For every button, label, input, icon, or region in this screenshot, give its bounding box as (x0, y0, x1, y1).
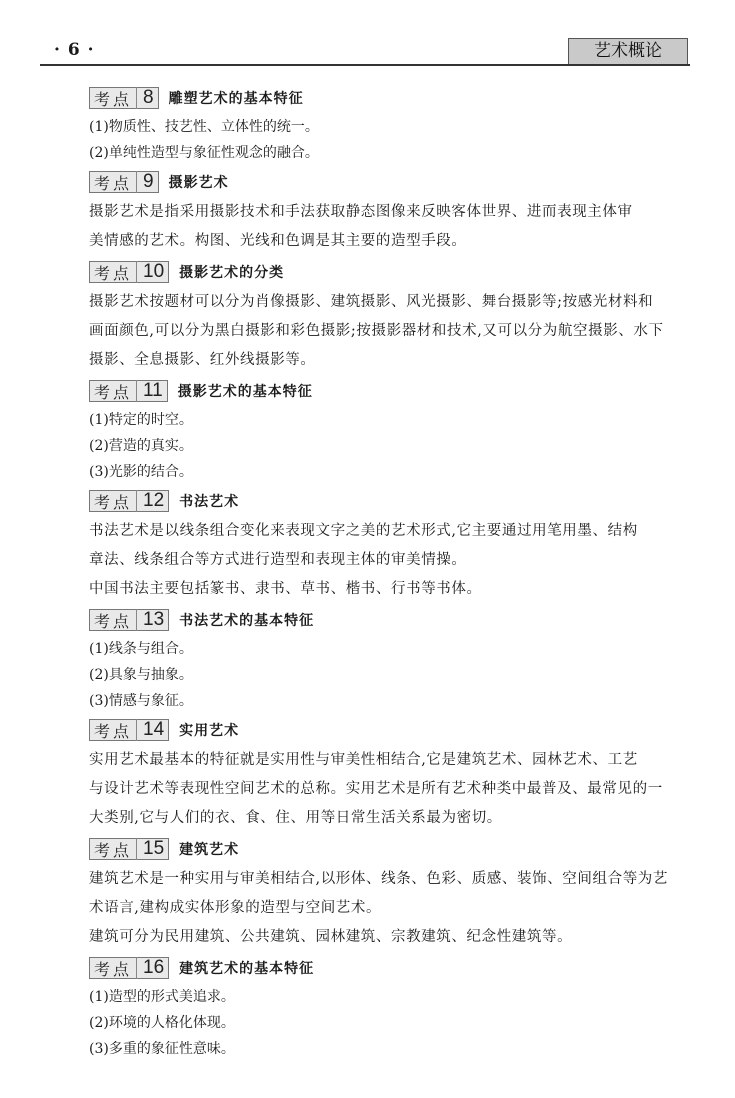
list-item: (2)单纯性造型与象征性观念的融合。 (89, 145, 319, 161)
kaodian-label: 考点 (94, 959, 133, 979)
kaodian-section (89, 956, 689, 1062)
section-heading (89, 379, 689, 403)
section-title: 摄影艺术 (168, 175, 229, 191)
book-title: 艺术概论 (594, 41, 662, 61)
section-title: 书法艺术的基本特征 (179, 613, 315, 629)
kaodian-number: 16 (136, 957, 164, 979)
kaodian-number: 14 (136, 719, 164, 741)
paragraph-line: 摄影艺术是指采用摄影技术和手法获取静态图像来反映客体世界、进而表现主体审 (89, 204, 633, 220)
section-title: 建筑艺术 (179, 842, 240, 858)
kaodian-number: 12 (136, 490, 164, 512)
kaodian-badge (89, 171, 159, 193)
section-title: 建筑艺术的基本特征 (179, 961, 315, 977)
kaodian-label: 考点 (94, 721, 133, 741)
section-heading (89, 718, 689, 742)
paragraph-line: 美情感的艺术。构图、光线和色调是其主要的造型手段。 (89, 233, 467, 249)
section-title: 雕塑艺术的基本特征 (168, 91, 304, 107)
list-item: (2)具象与抽象。 (89, 667, 193, 683)
paragraph-line: 建筑艺术是一种实用与审美相结合,以形体、线条、色彩、质感、装饰、空间组合等为艺 (89, 871, 669, 887)
section-title: 摄影艺术的基本特征 (177, 384, 313, 400)
paragraph (89, 288, 689, 375)
list-item: (1)特定的时空。 (89, 412, 193, 428)
kaodian-section (89, 718, 689, 833)
kaodian-number: 9 (136, 171, 154, 193)
list-item: (2)营造的真实。 (89, 438, 193, 454)
paragraph-line: 术语言,建构成实体形象的造型与空间艺术。 (89, 900, 382, 916)
kaodian-section (89, 608, 689, 714)
paragraph-line: 实用艺术最基本的特征就是实用性与审美性相结合,它是建筑艺术、园林艺术、工艺 (89, 752, 638, 768)
section-heading (89, 170, 689, 194)
list-item: (1)线条与组合。 (89, 641, 193, 657)
paragraph-line: 与设计艺术等表现性空间艺术的总称。实用艺术是所有艺术种类中最普及、最常见的一 (89, 781, 663, 797)
paragraph (89, 198, 689, 256)
paragraph-line: 章法、线条组合等方式进行造型和表现主体的审美情操。 (89, 552, 467, 568)
kaodian-section (89, 260, 689, 375)
kaodian-label: 考点 (94, 840, 133, 860)
kaodian-section (89, 837, 689, 952)
kaodian-number: 10 (136, 261, 164, 283)
section-heading (89, 86, 689, 110)
section-title: 书法艺术 (179, 494, 240, 510)
paragraph-line: 画面颜色,可以分为黑白摄影和彩色摄影;按摄影器材和技术,又可以分为航空摄影、水下 (89, 323, 664, 339)
list-item: (3)情感与象征。 (89, 693, 193, 709)
kaodian-number: 13 (136, 609, 164, 631)
kaodian-label: 考点 (94, 173, 133, 193)
paragraph (89, 517, 689, 575)
list-item: (1)物质性、技艺性、立体性的统一。 (89, 119, 319, 135)
paragraph-line: 书法艺术是以线条组合变化来表现文字之美的艺术形式,它主要通过用笔用墨、结构 (89, 523, 638, 539)
book-title-tab (568, 38, 688, 64)
kaodian-label: 考点 (94, 611, 133, 631)
kaodian-label: 考点 (94, 263, 133, 283)
kaodian-label: 考点 (94, 492, 133, 512)
kaodian-badge (89, 609, 169, 631)
paragraph (89, 865, 689, 923)
paragraph-line: 中国书法主要包括篆书、隶书、草书、楷书、行书等书体。 (89, 581, 482, 597)
paragraph-line: 摄影艺术按题材可以分为肖像摄影、建筑摄影、风光摄影、舞台摄影等;按感光材料和 (89, 294, 654, 310)
section-heading (89, 260, 689, 284)
page-number: · 6 · (54, 40, 95, 60)
kaodian-label: 考点 (94, 382, 133, 402)
section-title: 摄影艺术的分类 (179, 265, 285, 281)
page-content (89, 86, 689, 1066)
kaodian-badge (89, 261, 169, 283)
kaodian-badge (89, 957, 169, 979)
list-item: (2)环境的人格化体现。 (89, 1015, 235, 1031)
paragraph (89, 575, 689, 604)
page-header (0, 0, 735, 70)
kaodian-badge (89, 87, 159, 109)
section-heading (89, 608, 689, 632)
section-heading (89, 489, 689, 513)
header-rule (40, 64, 690, 66)
kaodian-badge (89, 380, 168, 402)
paragraph (89, 746, 689, 833)
list-item: (1)造型的形式美追求。 (89, 989, 235, 1005)
kaodian-number: 8 (136, 87, 154, 109)
kaodian-number: 11 (136, 380, 163, 402)
list-item: (3)光影的结合。 (89, 464, 193, 480)
kaodian-badge (89, 719, 169, 741)
kaodian-section (89, 170, 689, 256)
kaodian-section (89, 86, 689, 166)
kaodian-badge (89, 838, 169, 860)
section-title: 实用艺术 (179, 723, 240, 739)
paragraph (89, 923, 689, 952)
kaodian-number: 15 (136, 838, 164, 860)
kaodian-badge (89, 490, 169, 512)
paragraph-line: 大类别,它与人们的衣、食、住、用等日常生活关系最为密切。 (89, 810, 502, 826)
paragraph-line: 摄影、全息摄影、红外线摄影等。 (89, 352, 316, 368)
kaodian-section (89, 489, 689, 604)
paragraph-line: 建筑可分为民用建筑、公共建筑、园林建筑、宗教建筑、纪念性建筑等。 (89, 929, 573, 945)
section-heading (89, 837, 689, 861)
kaodian-section (89, 379, 689, 485)
kaodian-label: 考点 (94, 89, 133, 109)
list-item: (3)多重的象征性意味。 (89, 1041, 235, 1057)
section-heading (89, 956, 689, 980)
